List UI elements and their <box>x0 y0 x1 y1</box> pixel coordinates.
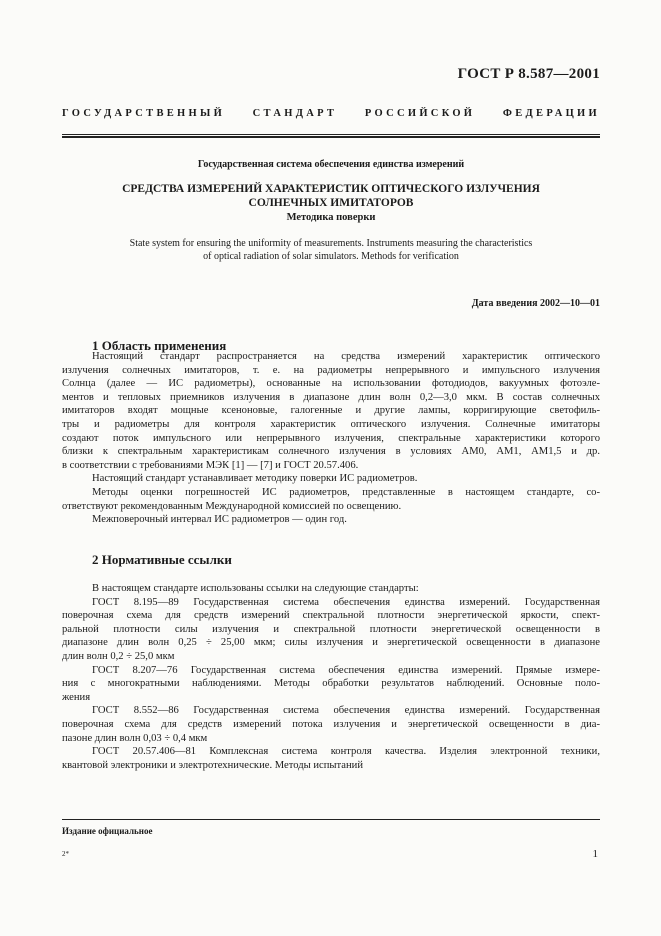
paragraph-line: ральной плотности силы излучения и спектральной плотности энергетической освещенности в <box>62 623 600 635</box>
standard-subtitle: Методика поверки <box>286 212 376 223</box>
paragraph-line: ГОСТ 8.552—86 Государственная система обеспечения единства измерений. Государственная <box>92 705 600 717</box>
paragraph-line: Настоящий стандарт устанавливает методику поверки ИС радиометров. <box>92 473 418 485</box>
introduction-date: Дата введения 2002—10—01 <box>471 298 600 309</box>
paragraph-line: имитаторов входят мощные ксеноновые, галогенные и другие лампы, корригирующие светофиль- <box>62 405 600 417</box>
section2-body <box>62 582 600 772</box>
standard-title-line2: СОЛНЕЧНЫХ ИМИТАТОРОВ <box>248 197 414 209</box>
document-number: ГОСТ Р 8.587—2001 <box>457 66 600 82</box>
paragraph-line: длин волн 0,2 ÷ 25,0 мкм <box>62 650 175 662</box>
english-title-line1: State system for ensuring the uniformity of measurements. Instruments measuring the characteristics <box>129 238 533 249</box>
paragraph-line: ответствуют рекомендованным Международной комиссией по освещению. <box>62 500 402 512</box>
title-rule-top <box>62 134 600 135</box>
paragraph-line: Межповерочный интервал ИС радиометров — один год. <box>92 514 347 526</box>
section1-heading: 1 Область применения <box>92 338 227 353</box>
paragraph-line: в соответствии с требованиями МЭК [1] — [7] и ГОСТ 20.57.406. <box>62 459 359 471</box>
footer-rule <box>62 819 600 820</box>
paragraph-line: Солнца (далее — ИС радиометры), основанные на использовании фотодиодов, вакуумных фотоэле- <box>62 378 600 390</box>
paragraph-line: В настоящем стандарте использованы ссылки на следующие стандарты: <box>92 583 419 594</box>
section1-body <box>62 350 600 527</box>
paragraph-line: Методы оценки погрешностей ИС радиометров, представленные в настоящем стандарте, со- <box>92 486 600 498</box>
english-title-line2: of optical radiation of solar simulators. Methods for verification <box>203 251 459 262</box>
state-standard-title: ГОСУДАРСТВЕННЫЙ СТАНДАРТ РОССИЙСКОЙ ФЕДЕРАЦИИ <box>62 108 600 119</box>
paragraph-line: жения <box>62 691 91 703</box>
paragraph-line: поверочная схема для средств измерений спектральной плотности энергетической яркости, спект- <box>62 610 600 622</box>
paragraph-line: создают поток импульсного или непрерывного излучения, спектральные характеристики которого <box>62 432 600 444</box>
paragraph-line: ния с многократными наблюдениями. Методы обработки результатов наблюдений. Основные поло- <box>62 678 600 690</box>
paragraph-line: Настоящий стандарт распространяется на средства измерений характеристик оптического <box>92 351 600 362</box>
standard-title-line1: СРЕДСТВА ИЗМЕРЕНИЙ ХАРАКТЕРИСТИК ОПТИЧЕСКОГО ИЗЛУЧЕНИЯ <box>122 183 540 195</box>
paragraph-line: ГОСТ 8.207—76 Государственная система обеспечения единства измерений. Прямые измере- <box>92 664 600 676</box>
edition-label: Издание официальное <box>62 826 153 836</box>
paragraph-line: близки к спектральным характеристикам солнечного излучения в условиях АМ0, АМ1, АМ1,5 и др. <box>62 446 600 458</box>
paragraph-line: квантовой электроники и электротехнические. Методы испытаний <box>62 759 363 771</box>
paragraph-line: пазоне длин волн 0,03 ÷ 0,4 мкм <box>62 732 208 744</box>
section2-heading: 2 Нормативные ссылки <box>92 552 232 567</box>
paragraph-line: излучения солнечных имитаторов, т. е. на радиометры непрерывного и импульсного излучения <box>62 364 600 376</box>
paragraph-line: ГОСТ 20.57.406—81 Комплексная система контроля качества. Изделия электронной техники, <box>92 746 600 758</box>
paragraph-line: ГОСТ 8.195—89 Государственная система обеспечения единства измерений. Государственная <box>92 596 600 608</box>
paragraph-line: поверочная схема для средств измерений потока излучения и энергетической освещенности в диа- <box>62 718 600 730</box>
paragraph-line: тры и радиометры для контроля характеристик оптического излучения. Солнечные имитаторы <box>62 418 600 430</box>
signature-mark: 2* <box>62 850 69 858</box>
paragraph-line: диапазоне длин волн 0,25 ÷ 25,00 мкм; силы излучения и энергетической освещенности в диапазоне <box>62 637 600 649</box>
paragraph-line: ментов и тепловых приемников излучения в диапазоне длин волн 0,2—3,0 мкм. В состав солнечных <box>62 391 600 403</box>
title-rule-bottom <box>62 136 600 138</box>
standard-system: Государственная система обеспечения единства измерений <box>197 159 465 170</box>
page-number: 1 <box>592 848 598 860</box>
